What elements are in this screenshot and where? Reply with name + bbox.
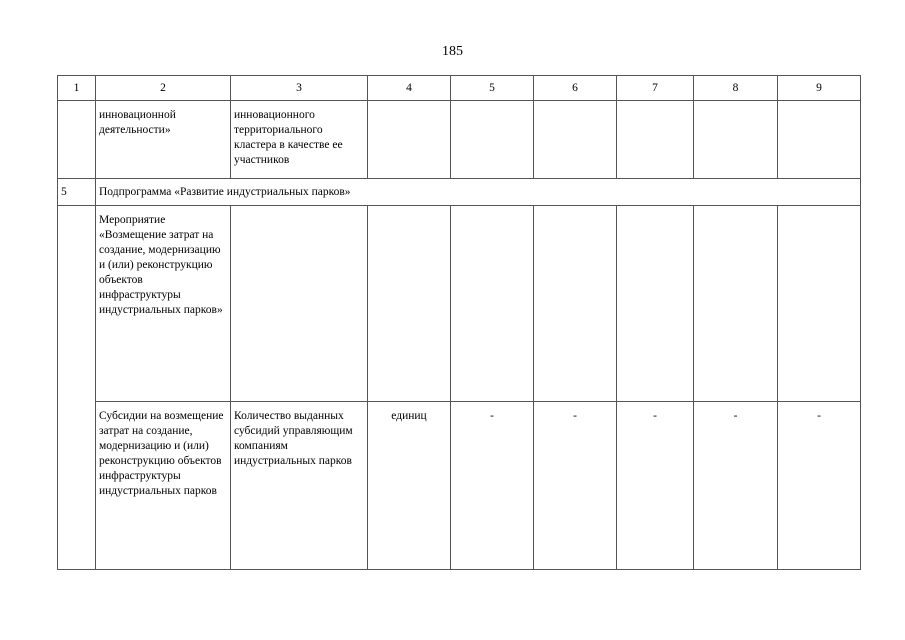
cell-value (534, 101, 617, 179)
cell-value (534, 206, 617, 402)
header-row (58, 76, 861, 101)
table-row (58, 206, 861, 402)
header-cell-8: 8 (694, 76, 778, 101)
header-cell-3: 3 (231, 76, 368, 101)
cell-number (58, 206, 96, 570)
section-number: 5 (58, 179, 96, 206)
cell-value (617, 206, 694, 402)
cell-indicator: инновационного территориального кластера в качестве ее участников (231, 101, 368, 179)
section-row (58, 179, 861, 206)
cell-number (58, 101, 96, 179)
header-cell-7: 7 (617, 76, 694, 101)
header-cell-6: 6 (534, 76, 617, 101)
header-cell-9: 9 (778, 76, 861, 101)
cell-value (694, 206, 778, 402)
cell-value: - (534, 402, 617, 570)
cell-value (617, 101, 694, 179)
header-cell-4: 4 (368, 76, 451, 101)
header-cell-5: 5 (451, 76, 534, 101)
cell-value (451, 101, 534, 179)
page-number: 185 (442, 44, 463, 59)
program-table (57, 75, 861, 570)
cell-value (778, 206, 861, 402)
cell-value (694, 101, 778, 179)
cell-name: Субсидии на возмещение затрат на создание, модернизацию и (или) реконструкцию объектов инфраструктуры индустриальных парков (96, 402, 231, 570)
header-cell-1: 1 (58, 76, 96, 101)
cell-unit (368, 101, 451, 179)
cell-value: - (617, 402, 694, 570)
cell-value (451, 206, 534, 402)
cell-value (778, 101, 861, 179)
cell-name: Мероприятие «Возмещение затрат на создание, модернизацию и (или) реконструкцию объектов инфраструктуры индустриальных парков» (96, 206, 231, 402)
cell-name: инновационной деятельности» (96, 101, 231, 179)
table-row (58, 402, 861, 570)
header-cell-2: 2 (96, 76, 231, 101)
cell-value: - (694, 402, 778, 570)
cell-value: - (778, 402, 861, 570)
cell-indicator (231, 206, 368, 402)
cell-unit: единиц (368, 402, 451, 570)
cell-value: - (451, 402, 534, 570)
section-title: Подпрограмма «Развитие индустриальных парков» (96, 179, 861, 206)
cell-indicator: Количество выданных субсидий управляющим компаниям индустриальных парков (231, 402, 368, 570)
cell-unit (368, 206, 451, 402)
table-row (58, 101, 861, 179)
